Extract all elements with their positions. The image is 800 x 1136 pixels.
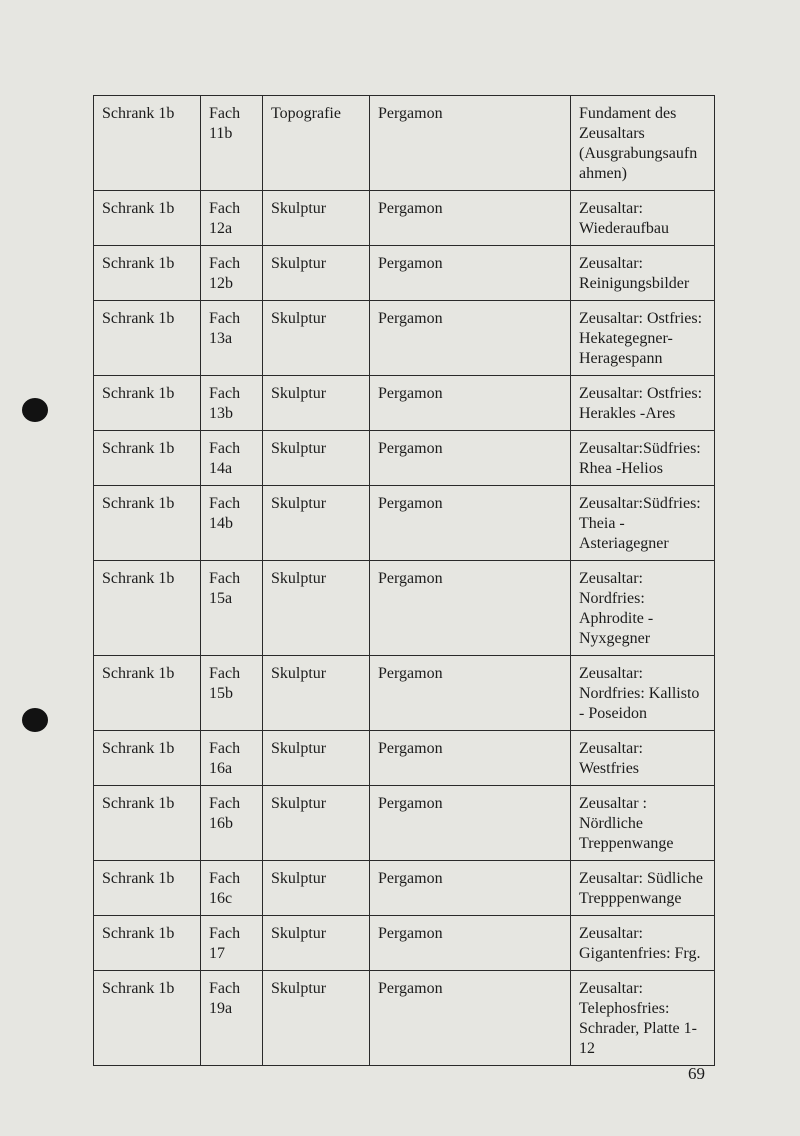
location-cell: Pergamon bbox=[370, 861, 571, 916]
category-cell: Skulptur bbox=[263, 731, 370, 786]
description-cell: Zeusaltar: Ostfries: Herakles -Ares bbox=[571, 376, 715, 431]
schrank-cell: Schrank 1b bbox=[94, 731, 201, 786]
table-row bbox=[94, 431, 715, 486]
fach-cell: Fach 11b bbox=[201, 96, 263, 191]
category-cell: Skulptur bbox=[263, 861, 370, 916]
schrank-cell: Schrank 1b bbox=[94, 861, 201, 916]
description-cell: Zeusaltar:Südfries: Rhea -Helios bbox=[571, 431, 715, 486]
category-cell: Skulptur bbox=[263, 916, 370, 971]
table-row bbox=[94, 191, 715, 246]
location-cell: Pergamon bbox=[370, 486, 571, 561]
table-row bbox=[94, 731, 715, 786]
category-cell: Skulptur bbox=[263, 786, 370, 861]
schrank-cell: Schrank 1b bbox=[94, 246, 201, 301]
description-cell: Zeusaltar : Nördliche Treppenwange bbox=[571, 786, 715, 861]
category-cell: Skulptur bbox=[263, 301, 370, 376]
description-cell: Zeusaltar: Ostfries: Hekategegner-Heragespann bbox=[571, 301, 715, 376]
fach-cell: Fach 16c bbox=[201, 861, 263, 916]
page-number: 69 bbox=[688, 1064, 705, 1083]
location-cell: Pergamon bbox=[370, 916, 571, 971]
description-cell: Fundament des Zeusaltars (Ausgrabungsaufn ahmen) bbox=[571, 96, 715, 191]
table-row bbox=[94, 486, 715, 561]
location-cell: Pergamon bbox=[370, 301, 571, 376]
fach-cell: Fach 19a bbox=[201, 971, 263, 1066]
category-cell: Skulptur bbox=[263, 971, 370, 1066]
table-row bbox=[94, 656, 715, 731]
description-cell: Zeusaltar: Nordfries: Kallisto - Poseidon bbox=[571, 656, 715, 731]
description-cell: Zeusaltar: Nordfries: Aphrodite - Nyxgegner bbox=[571, 561, 715, 656]
fach-cell: Fach 13b bbox=[201, 376, 263, 431]
description-cell: Zeusaltar: Wiederaufbau bbox=[571, 191, 715, 246]
location-cell: Pergamon bbox=[370, 246, 571, 301]
table-row bbox=[94, 861, 715, 916]
punch-hole bbox=[22, 708, 48, 732]
schrank-cell: Schrank 1b bbox=[94, 376, 201, 431]
location-cell: Pergamon bbox=[370, 561, 571, 656]
table-row bbox=[94, 376, 715, 431]
fach-cell: Fach 16a bbox=[201, 731, 263, 786]
category-cell: Skulptur bbox=[263, 656, 370, 731]
fach-cell: Fach 12a bbox=[201, 191, 263, 246]
fach-cell: Fach 14b bbox=[201, 486, 263, 561]
schrank-cell: Schrank 1b bbox=[94, 786, 201, 861]
fach-cell: Fach 13a bbox=[201, 301, 263, 376]
schrank-cell: Schrank 1b bbox=[94, 656, 201, 731]
fach-cell: Fach 14a bbox=[201, 431, 263, 486]
schrank-cell: Schrank 1b bbox=[94, 191, 201, 246]
category-cell: Skulptur bbox=[263, 431, 370, 486]
location-cell: Pergamon bbox=[370, 96, 571, 191]
schrank-cell: Schrank 1b bbox=[94, 96, 201, 191]
location-cell: Pergamon bbox=[370, 191, 571, 246]
punch-hole bbox=[22, 398, 48, 422]
description-cell: Zeusaltar: Telephosfries: Schrader, Platte 1-12 bbox=[571, 971, 715, 1066]
description-cell: Zeusaltar: Südliche Trepppenwange bbox=[571, 861, 715, 916]
archive-index-table bbox=[93, 95, 715, 1066]
location-cell: Pergamon bbox=[370, 786, 571, 861]
table-row bbox=[94, 786, 715, 861]
table-row bbox=[94, 561, 715, 656]
description-cell: Zeusaltar: Gigantenfries: Frg. bbox=[571, 916, 715, 971]
location-cell: Pergamon bbox=[370, 971, 571, 1066]
schrank-cell: Schrank 1b bbox=[94, 301, 201, 376]
description-cell: Zeusaltar:Südfries: Theia - Asteriagegner bbox=[571, 486, 715, 561]
category-cell: Skulptur bbox=[263, 376, 370, 431]
schrank-cell: Schrank 1b bbox=[94, 916, 201, 971]
location-cell: Pergamon bbox=[370, 656, 571, 731]
fach-cell: Fach 17 bbox=[201, 916, 263, 971]
table-row bbox=[94, 246, 715, 301]
category-cell: Skulptur bbox=[263, 561, 370, 656]
schrank-cell: Schrank 1b bbox=[94, 431, 201, 486]
schrank-cell: Schrank 1b bbox=[94, 486, 201, 561]
fach-cell: Fach 12b bbox=[201, 246, 263, 301]
location-cell: Pergamon bbox=[370, 731, 571, 786]
table-row bbox=[94, 971, 715, 1066]
table-row bbox=[94, 96, 715, 191]
location-cell: Pergamon bbox=[370, 376, 571, 431]
description-cell: Zeusaltar: Westfries bbox=[571, 731, 715, 786]
location-cell: Pergamon bbox=[370, 431, 571, 486]
description-cell: Zeusaltar: Reinigungsbilder bbox=[571, 246, 715, 301]
table-body bbox=[94, 96, 715, 1066]
category-cell: Skulptur bbox=[263, 246, 370, 301]
table-row bbox=[94, 301, 715, 376]
fach-cell: Fach 16b bbox=[201, 786, 263, 861]
category-cell: Topografie bbox=[263, 96, 370, 191]
fach-cell: Fach 15a bbox=[201, 561, 263, 656]
category-cell: Skulptur bbox=[263, 191, 370, 246]
category-cell: Skulptur bbox=[263, 486, 370, 561]
schrank-cell: Schrank 1b bbox=[94, 561, 201, 656]
schrank-cell: Schrank 1b bbox=[94, 971, 201, 1066]
fach-cell: Fach 15b bbox=[201, 656, 263, 731]
table-row bbox=[94, 916, 715, 971]
